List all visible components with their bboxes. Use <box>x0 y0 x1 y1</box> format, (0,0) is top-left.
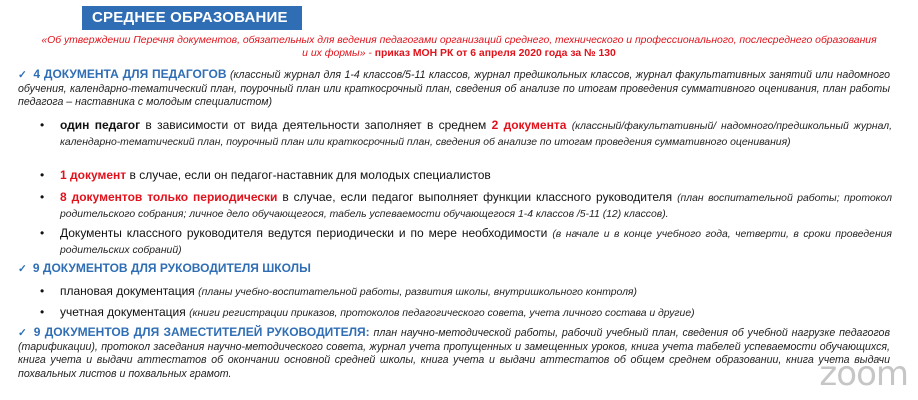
bullet-text: учетная документация <box>60 305 186 319</box>
teacher-docs-details: (классный журнал для 1-4 классов/5-11 классов, журнал предшкольных классов, журнал факультативных занятий или надомного обучения, календарно-тематический план, поурочный план или краткосрочный план, сведения об анализе по итогам проведения суммативного оценивания, план работы педагога – наставника с молодым специалистом) <box>18 69 890 108</box>
zoom-watermark: zoom <box>819 354 908 394</box>
bullet-lead: один педагог <box>60 118 141 132</box>
bullet-note: (планы учебно-воспитательной работы, развития школы, внутришкольного контроля) <box>198 287 637 298</box>
director-docs-section <box>18 262 890 277</box>
bullet-highlight: 1 документ <box>60 168 127 182</box>
director-docs-heading: 9 ДОКУМЕНТОВ ДЛЯ РУКОВОДИТЕЛЯ ШКОЛЫ <box>32 261 311 275</box>
checkmark-icon: ✓ <box>18 327 28 339</box>
teacher-docs-section <box>18 68 890 110</box>
bullet-highlight: 8 документов только периодически <box>60 190 278 204</box>
deputy-docs-details: план научно-методической работы, рабочий учебный план, сведения об учебной нагрузке педагогов (тарификации), протокол заседания научно-методического совета, журнал учета пропущенных и замещенных уроков, книга учета табелей успеваемости обучающихся, книга учета и выдачи аттестатов об окончании основной средней школы, книга учета и выдачи аттестатов об общем среднем образовании, книга учета выдачи похвальных листов и похвальных грамот. <box>18 327 890 380</box>
bullet-note: (план воспитательной работы; протокол родительского собрания; личное дело обучающегося, табель успеваемости обучающегося 1-4 классов /5-11 (12) классов). <box>60 193 892 220</box>
checkmark-icon: ✓ <box>18 69 28 81</box>
bullet-item <box>40 168 892 182</box>
bullet-item <box>40 305 892 321</box>
bullet-icon: • <box>40 118 45 132</box>
deputy-docs-section <box>18 326 890 381</box>
decree-title: «Об утверждении Перечня документов, обязательных для ведения педагогами организаций среднего, технического и профессионального, послесреднего образования и их формы» - <box>41 35 877 59</box>
teacher-docs-heading: 4 ДОКУМЕНТА ДЛЯ ПЕДАГОГОВ <box>33 67 227 81</box>
bullet-note: (классный/факультативный/ надомного/предшкольный журнал, календарно-тематический план, поурочный план или краткосрочный план, сведения об анализе по итогам проведения суммативного оценивания) <box>60 121 892 148</box>
bullet-icon: • <box>40 168 45 182</box>
section-banner: СРЕДНЕЕ ОБРАЗОВАНИЕ <box>82 6 302 30</box>
bullet-text: в случае, если он педагог-наставник для молодых специалистов <box>129 168 491 182</box>
bullet-item <box>40 118 892 150</box>
bullet-text: Документы классного руководителя ведутся периодически и по мере необходимости <box>60 226 548 240</box>
bullet-icon: • <box>40 305 45 319</box>
bullet-text: в зависимости от вида деятельности заполняет в среднем <box>145 118 487 132</box>
decree-order: приказ МОН РК от 6 апреля 2020 года за № 130 <box>374 48 616 59</box>
checkmark-icon: ✓ <box>18 263 27 275</box>
bullet-icon: • <box>40 284 45 298</box>
bullet-note: (книги регистрации приказов, протоколов педагогического совета, учета личного состава и другие) <box>189 308 695 319</box>
bullet-item <box>40 284 892 300</box>
bullet-item <box>40 190 892 222</box>
bullet-text: в случае, если педагог выполняет функции классного руководителя <box>282 190 673 204</box>
bullet-highlight: 2 документа <box>491 118 567 132</box>
bullet-item <box>40 226 892 258</box>
bullet-text: плановая документация <box>60 284 195 298</box>
bullet-icon: • <box>40 226 45 240</box>
bullet-note: (в начале и в конце учебного года, четверти, в сроки проведения родительских собраний) <box>60 229 892 256</box>
bullet-icon: • <box>40 190 45 204</box>
decree-reference <box>40 34 878 60</box>
deputy-docs-heading: 9 ДОКУМЕНТОВ ДЛЯ ЗАМЕСТИТЕЛЕЙ РУКОВОДИТЕЛЯ: <box>33 325 370 339</box>
